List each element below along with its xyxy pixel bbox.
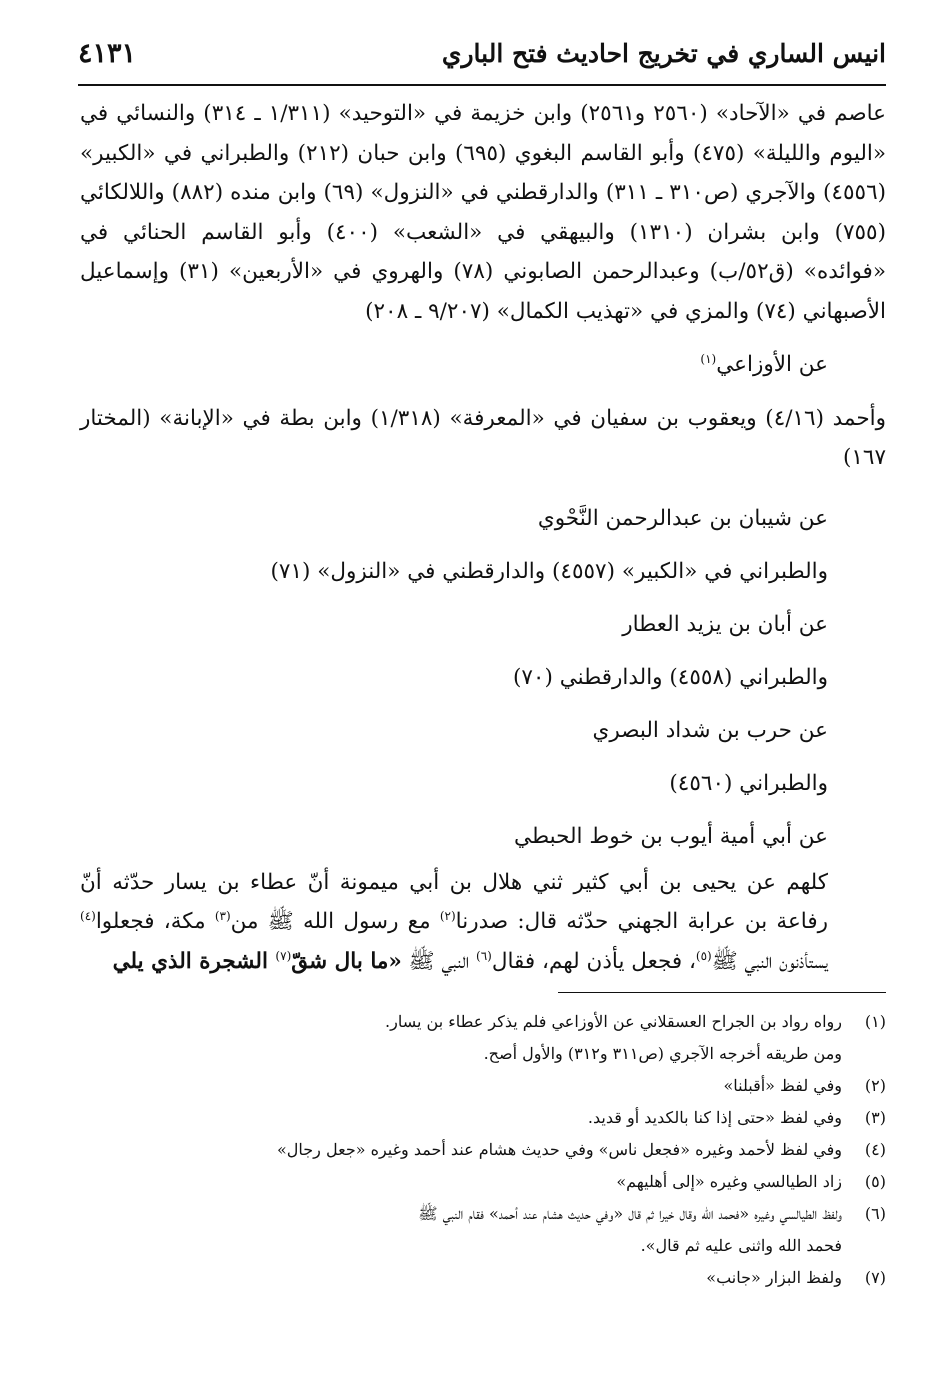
footnote xyxy=(80,1070,886,1102)
paragraph-sources: وأحمد (٤/١٦) ويعقوب بن سفيان في «المعرفة» (١/٣١٨) وابن بطة في «الإبانة» (المختار ١٦٧) xyxy=(80,405,887,470)
footnote-text xyxy=(80,1070,842,1102)
spacer xyxy=(80,478,886,492)
footnote-number: (٥) xyxy=(864,1172,886,1191)
footnote-ref: (٦) xyxy=(476,948,492,963)
footnote-text xyxy=(80,1006,842,1070)
footnote xyxy=(80,1166,886,1198)
footnote-ref: (٧) xyxy=(275,948,292,963)
running-title: انيس الساري في تخريج احاديث فتح الباري xyxy=(441,38,886,68)
footnote-line: رواه رواد بن الجراح العسقلاني عن الأوزاعي فلم يذكر عطاء بن يسار. xyxy=(385,1012,842,1031)
footnote-text xyxy=(80,1102,842,1134)
source-line: والطبراني (٤٥٥٨) والدارقطني (٧٠) xyxy=(512,664,828,690)
spacer xyxy=(80,385,886,399)
source-line: والطبراني (٤٥٦٠) xyxy=(669,770,828,796)
spacer xyxy=(80,331,886,345)
footnote-number: (٣) xyxy=(864,1108,886,1127)
running-header xyxy=(78,26,886,80)
hadith-quote: «ما بال شقّ xyxy=(291,948,402,974)
footnote xyxy=(80,1262,886,1294)
paragraph-sources: عاصم في «الآحاد» (٢٥٦٠ و٢٥٦١) وابن خزيمة في «التوحيد» (١/٣١١ ـ ٣١٤) والنسائي في «اليوم والليلة» (٤٧٥) وأبو القاسم البغوي (٦٩٥) وابن حبان (٢١٢) والطبراني في «الكبير» (٤٥٥٦) والآجري (ص٣١٠ ـ ٣١١) والدارقطني في «النزول» (٦٩) وابن منده (٨٨٢) واللالكائي (٧٥٥) وابن بشران (١٣١٠) والبيهقي في «الشعب» (٤٠٠) وأبو القاسم الحنائي في «فوائده» (ق٥٢/ب) وعبدالرحمن الصابوني (٧٨) والهروي في «الأربعين» (٣١) وإسماعيل الأصبهاني (٧٤) والمزي في «تهذيب الكمال» (٩/٢٠٧ ـ ٢٠٨) xyxy=(80,101,887,324)
footnote xyxy=(80,1102,886,1134)
footnote-text xyxy=(80,1134,842,1166)
source-line: والطبراني في «الكبير» (٤٥٥٧) والدارقطني في «النزول» (٧١) xyxy=(270,558,828,584)
main-text xyxy=(80,94,886,981)
narrator-line xyxy=(80,345,886,385)
footnote-ref: (٤) xyxy=(80,908,96,923)
footnote xyxy=(80,1006,886,1070)
hadith-quote: الشجرة الذي يلي xyxy=(112,948,276,974)
footnote-line: فحمد الله واثنى عليه ثم قال». xyxy=(640,1236,842,1255)
narrator-text: عن الأوزاعي xyxy=(716,352,828,377)
hadith-text xyxy=(80,863,886,982)
hadith-segment: مع رسول الله ﷺ من xyxy=(230,909,440,934)
footnote xyxy=(80,1134,886,1166)
footnote-line: ولفظ الطيالسي وغيره «فحمد الله وقال خيرا ثم قال «وفي حديث هشام عند أحمد» فقام النبي ﷺ xyxy=(418,1204,842,1223)
footnote-number: (٢) xyxy=(864,1076,886,1095)
footnote-number: (٧) xyxy=(864,1268,886,1287)
narrator-line: عن شيبان بن عبدالرحمن النَّحْوي xyxy=(537,505,828,531)
footnote-separator xyxy=(558,992,886,993)
footnote-number: (١) xyxy=(864,1012,886,1031)
footnote-line: ومن طريقه أخرجه الآجري (ص٣١١ و٣١٢) والأول أصح. xyxy=(483,1044,842,1063)
footnote-number: (٤) xyxy=(864,1140,886,1159)
footnote-ref: (٢) xyxy=(439,908,456,923)
footnote-text xyxy=(80,1166,842,1198)
footnote-line: وفي لفظ لأحمد وغيره «فجعل ناس» وفي حديث هشام عند أحمد وغيره «جعل رجال» xyxy=(277,1140,842,1159)
hadith-segment: يستأذنون النبي ﷺ xyxy=(711,948,828,974)
footnote-ref: (٣) xyxy=(214,908,231,923)
header-rule xyxy=(78,84,886,86)
hadith-segment: كلهم عن يحيى بن أبي كثير ثني هلال بن أبي ميمونة أنّ عطاء بن يسار حدّثه أنّ رفاعة بن عرابة الجهني حدّثه قال: صدرنا xyxy=(80,869,828,934)
narrator-line: عن حرب بن شداد البصري xyxy=(592,717,828,743)
hadith-segment: مكة، فجعلوا xyxy=(95,909,215,934)
footnotes xyxy=(80,1006,886,1294)
footnote-ref: (١) xyxy=(700,351,717,366)
narrator-line: عن أبان بن يزيد العطار xyxy=(622,611,828,637)
narrator-line: عن أبي أمية أيوب بن خوط الحبطي xyxy=(514,823,828,849)
footnote-ref: (٥) xyxy=(695,948,712,963)
page-number: ٤١٣١ xyxy=(78,37,137,69)
footnote-number: (٦) xyxy=(864,1204,886,1223)
footnote-text xyxy=(80,1262,842,1294)
footnote-line: وفي لفظ «حتى إذا كنا بالكديد أو قديد. xyxy=(587,1108,842,1127)
footnote-text xyxy=(80,1198,842,1262)
footnote xyxy=(80,1198,886,1262)
hadith-segment: ، فجعل يأذن لهم، فقال xyxy=(491,948,696,974)
hadith-segment: النبي ﷺ xyxy=(401,948,477,974)
footnote-line: زاد الطيالسي وغيره «إلى أهليهم» xyxy=(616,1172,842,1191)
footnote-line: ولفظ البزار «جانب» xyxy=(706,1268,842,1287)
footnote-line: وفي لفظ «أقبلنا» xyxy=(723,1076,842,1095)
